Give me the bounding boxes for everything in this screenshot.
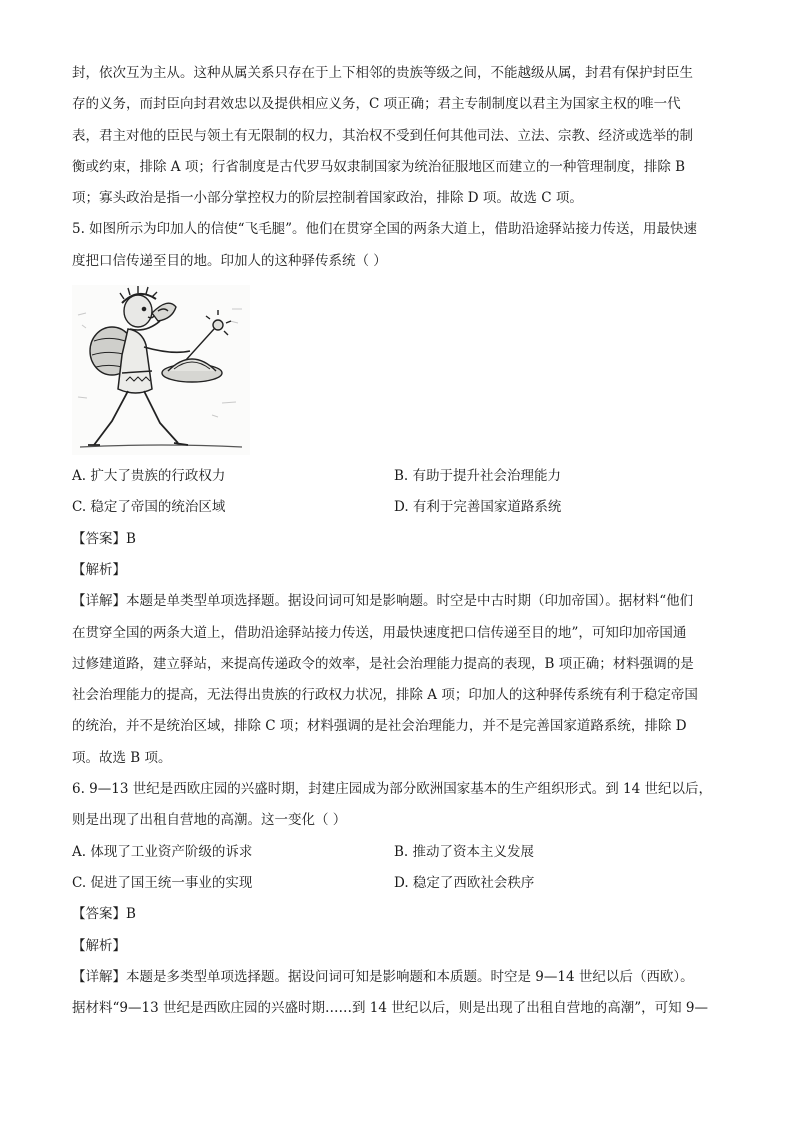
- text-line: 过修建道路，建立驿站，来提高传递政令的效率，是社会治理能力提高的表现，B 项正确；材料强调的是: [72, 655, 694, 672]
- previous-answer-explanation: [72, 58, 722, 214]
- inca-messenger-illustration: [72, 285, 250, 455]
- option-a: A. 体现了工业资产阶级的诉求: [72, 843, 253, 860]
- option-b: B. 有助于提升社会治理能力: [394, 468, 562, 485]
- text-line: 则是出现了出租自营地的高潮。这一变化（ ）: [72, 812, 347, 829]
- text-line: 【详解】本题是多类型单项选择题。据设问词可知是影响题和本质题。时空是 9—14 世纪以后（西欧）。: [72, 968, 694, 985]
- option-c: C. 稳定了帝国的统治区域: [72, 499, 226, 516]
- question-6-stem: [72, 774, 722, 837]
- text-line: 6. 9—13 世纪是西欧庄园的兴盛时期，封建庄园成为部分欧洲国家基本的生产组织形式。到 14 世纪以后，: [72, 781, 712, 798]
- document-page: [72, 58, 722, 1024]
- options-row: [72, 492, 722, 523]
- text-line: 项。故选 B 项。: [72, 749, 172, 766]
- text-line: 度把口信传递至目的地。印加人的这种驿传系统（ ）: [72, 252, 387, 269]
- question-6: [72, 774, 722, 1024]
- text-line: 在贯穿全国的两条大道上，借助沿途驿站接力传送，用最快速度把口信传递至目的地”，可知印加帝国通: [72, 624, 687, 641]
- option-a: A. 扩大了贵族的行政权力: [72, 468, 226, 485]
- option-b: B. 推动了资本主义发展: [394, 843, 535, 860]
- options-row: [72, 837, 722, 868]
- option-d: D. 有利于完善国家道路系统: [394, 499, 562, 516]
- question-5: [72, 214, 722, 774]
- option-d: D. 稳定了西欧社会秩序: [394, 874, 535, 891]
- analysis-label: 【解析】: [72, 561, 126, 578]
- answer-label: 【答案】B: [72, 906, 136, 923]
- text-line: 的统治，并不是统治区域，排除 C 项；材料强调的是社会治理能力，并不是完善国家道路系统，排除 D: [72, 718, 687, 735]
- option-c: C. 促进了国王统一事业的实现: [72, 874, 253, 891]
- text-line: 项；寡头政治是指一小部分掌控权力的阶层控制着国家政治，排除 D 项。故选 C 项。: [72, 190, 583, 207]
- text-line: 封，依次互为主从。这种从属关系只存在于上下相邻的贵族等级之间，不能越级从属，封君有保护封臣生: [72, 65, 693, 81]
- text-line: 据材料“9—13 世纪是西欧庄园的兴盛时期……到 14 世纪以后，则是出现了出租自营地的高潮”，可知 9—: [72, 1000, 709, 1017]
- answer-label: 【答案】B: [72, 530, 136, 547]
- question-6-detail: [72, 962, 722, 1025]
- inca-messenger-drawing: [72, 285, 250, 455]
- options-row: [72, 461, 722, 492]
- text-line: 5. 如图所示为印加人的信使“飞毛腿”。他们在贯穿全国的两条大道上，借助沿途驿站接力传送，用最快速: [72, 221, 697, 238]
- text-line: 【详解】本题是单类型单项选择题。据设问词可知是影响题。时空是中古时期（印加帝国）。据材料“他们: [72, 593, 694, 610]
- text-line: 表，君主对他的臣民与领土有无限制的权力，其治权不受到任何其他司法、立法、宗教、经济或选举的制: [72, 127, 693, 144]
- text-line: 社会治理能力的提高，无法得出贵族的行政权力状况，排除 A 项；印加人的这种驿传系统有利于稳定帝国: [72, 687, 698, 704]
- text-line: 存的义务，而封臣向封君效忠以及提供相应义务，C 项正确；君主专制制度以君主为国家主权的唯一代: [72, 96, 681, 113]
- question-5-detail: [72, 586, 722, 774]
- options-row: [72, 868, 722, 899]
- question-5-stem: [72, 214, 722, 277]
- analysis-label: 【解析】: [72, 937, 126, 954]
- text-line: 衡或约束，排除 A 项；行省制度是古代罗马奴隶制国家为统治征服地区而建立的一种管理制度，排除 B: [72, 158, 686, 175]
